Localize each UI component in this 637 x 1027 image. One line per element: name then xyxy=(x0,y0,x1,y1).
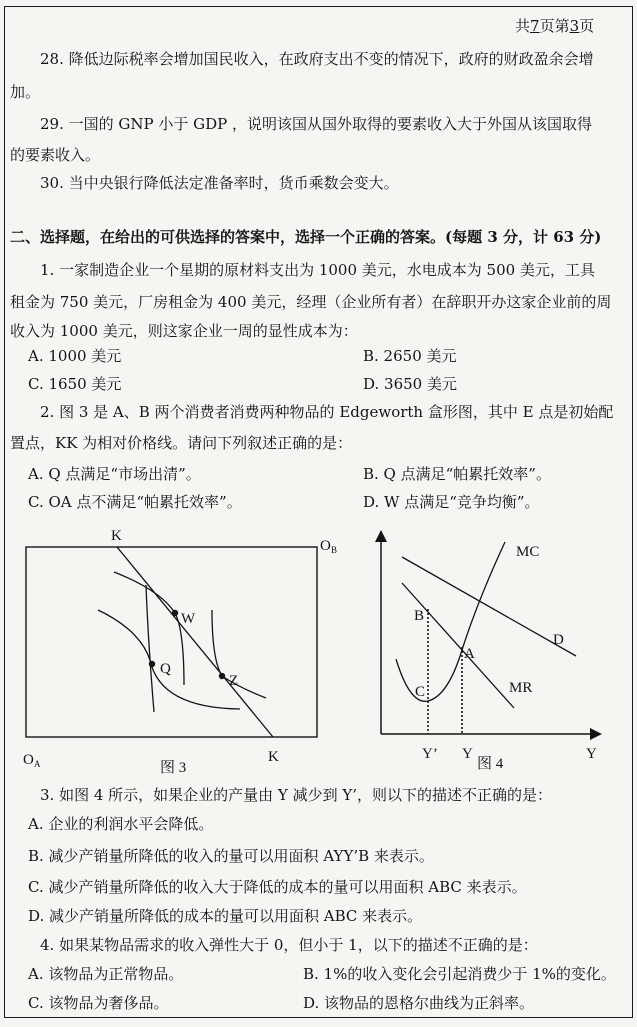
total-pages: 7 xyxy=(530,17,540,35)
svg-text:O: O xyxy=(23,752,34,768)
q3-option-d: D. 减少产销量所降低的成本的量可以用面积 ABC 来表示。 xyxy=(28,907,423,925)
question-30: 30. 当中央银行降低法定准备率时，货币乘数会变大。 xyxy=(40,174,399,192)
q1-line1: 1. 一家制造企业一个星期的原材料支出为 1000 美元，水电成本为 500 美元，工具 xyxy=(40,261,595,279)
q1-line2: 租金为 750 美元，厂房租金为 400 美元，经理（企业所有者）在辞职开办这家企业前的周 xyxy=(10,293,612,311)
svg-text:Z: Z xyxy=(229,673,239,689)
page-indicator xyxy=(515,17,594,35)
q3-option-c: C. 减少产销量所降低的收入大于降低的成本的量可以用面积 ABC 来表示。 xyxy=(28,878,527,896)
svg-text:MC: MC xyxy=(516,544,540,560)
svg-text:Y: Y xyxy=(462,746,473,762)
q4-option-c: C. 该物品为奢侈品。 xyxy=(28,994,169,1012)
q4-option-a: A. 该物品为正常物品。 xyxy=(28,965,184,983)
svg-text:O: O xyxy=(320,538,331,554)
q1-line3: 收入为 1000 美元，则这家企业一周的显性成本为： xyxy=(10,322,358,340)
svg-text:C: C xyxy=(415,684,426,700)
svg-text:K: K xyxy=(111,528,122,544)
q2-line1: 2. 图 3 是 A、B 两个消费者消费两种物品的 Edgeworth 盒形图，其中 E 点是初始配 xyxy=(40,403,614,421)
svg-text:图 4: 图 4 xyxy=(477,756,504,772)
q3-option-a: A. 企业的利润水平会降低。 xyxy=(28,815,214,833)
svg-text:MR: MR xyxy=(509,680,533,696)
q4-stem: 4. 如果某物品需求的收入弹性大于 0，但小于 1，以下的描述不正确的是： xyxy=(40,936,538,954)
current-page: 3 xyxy=(569,17,580,35)
question-28-line1: 28. 降低边际税率会增加国民收入，在政府支出不变的情况下，政府的财政盈余会增 xyxy=(40,50,594,68)
svg-text:图 3: 图 3 xyxy=(160,760,187,776)
svg-text:A: A xyxy=(464,646,475,662)
svg-text:B: B xyxy=(414,608,425,624)
svg-text:B: B xyxy=(331,545,338,555)
question-29-line1: 29. 一国的 GNP 小于 GDP ，说明该国从国外取得的要素收入大于外国从该国取得 xyxy=(40,115,593,133)
svg-text:W: W xyxy=(181,611,196,627)
question-28-line2: 加。 xyxy=(10,83,41,101)
section-2-title: 二、选择题，在给出的可供选择的答案中，选择一个正确的答案。(每题 3 分，计 63 分) xyxy=(10,228,602,246)
q2-line2: 置点，KK 为相对价格线。请问下列叙述正确的是： xyxy=(10,434,353,452)
svg-text:Q: Q xyxy=(160,661,171,677)
q1-option-a: A. 1000 美元 xyxy=(28,347,122,365)
q1-option-d: D. 3650 美元 xyxy=(363,375,457,393)
svg-text:D: D xyxy=(553,632,564,648)
svg-text:K: K xyxy=(268,749,279,765)
q3-stem: 3. 如图 4 所示，如果企业的产量由 Y 减少到 Y’，则以下的描述不正确的是： xyxy=(40,786,553,804)
svg-text:Y’: Y’ xyxy=(422,746,438,762)
q2-option-a: A. Q 点满足“市场出清”。 xyxy=(28,465,201,483)
figure-4-cost-revenue xyxy=(350,520,637,780)
q1-option-b: B. 2650 美元 xyxy=(363,347,457,365)
q4-option-b: B. 1%的收入变化会引起消费少于 1%的变化。 xyxy=(303,965,616,983)
q3-option-b: B. 减少产销量所降低的收入的量可以用面积 AYY’B 来表示。 xyxy=(28,847,434,865)
q2-option-c: C. OA 点不满足“帕累托效率”。 xyxy=(28,493,242,511)
q2-option-b: B. Q 点满足“帕累托效率”。 xyxy=(363,465,551,483)
svg-text:A: A xyxy=(34,759,41,769)
page-suffix: 页 xyxy=(579,17,595,35)
page-prefix: 共 xyxy=(515,17,531,35)
q4-option-d: D. 该物品的恩格尔曲线为正斜率。 xyxy=(303,994,535,1012)
svg-text:Y: Y xyxy=(586,746,597,762)
figure-3-edgeworth-box xyxy=(0,520,350,780)
q2-option-d: D. W 点满足“竞争均衡”。 xyxy=(363,493,540,511)
question-29-line2: 的要素收入。 xyxy=(10,146,101,164)
page-mid: 页第 xyxy=(539,17,570,35)
q1-option-c: C. 1650 美元 xyxy=(28,375,122,393)
